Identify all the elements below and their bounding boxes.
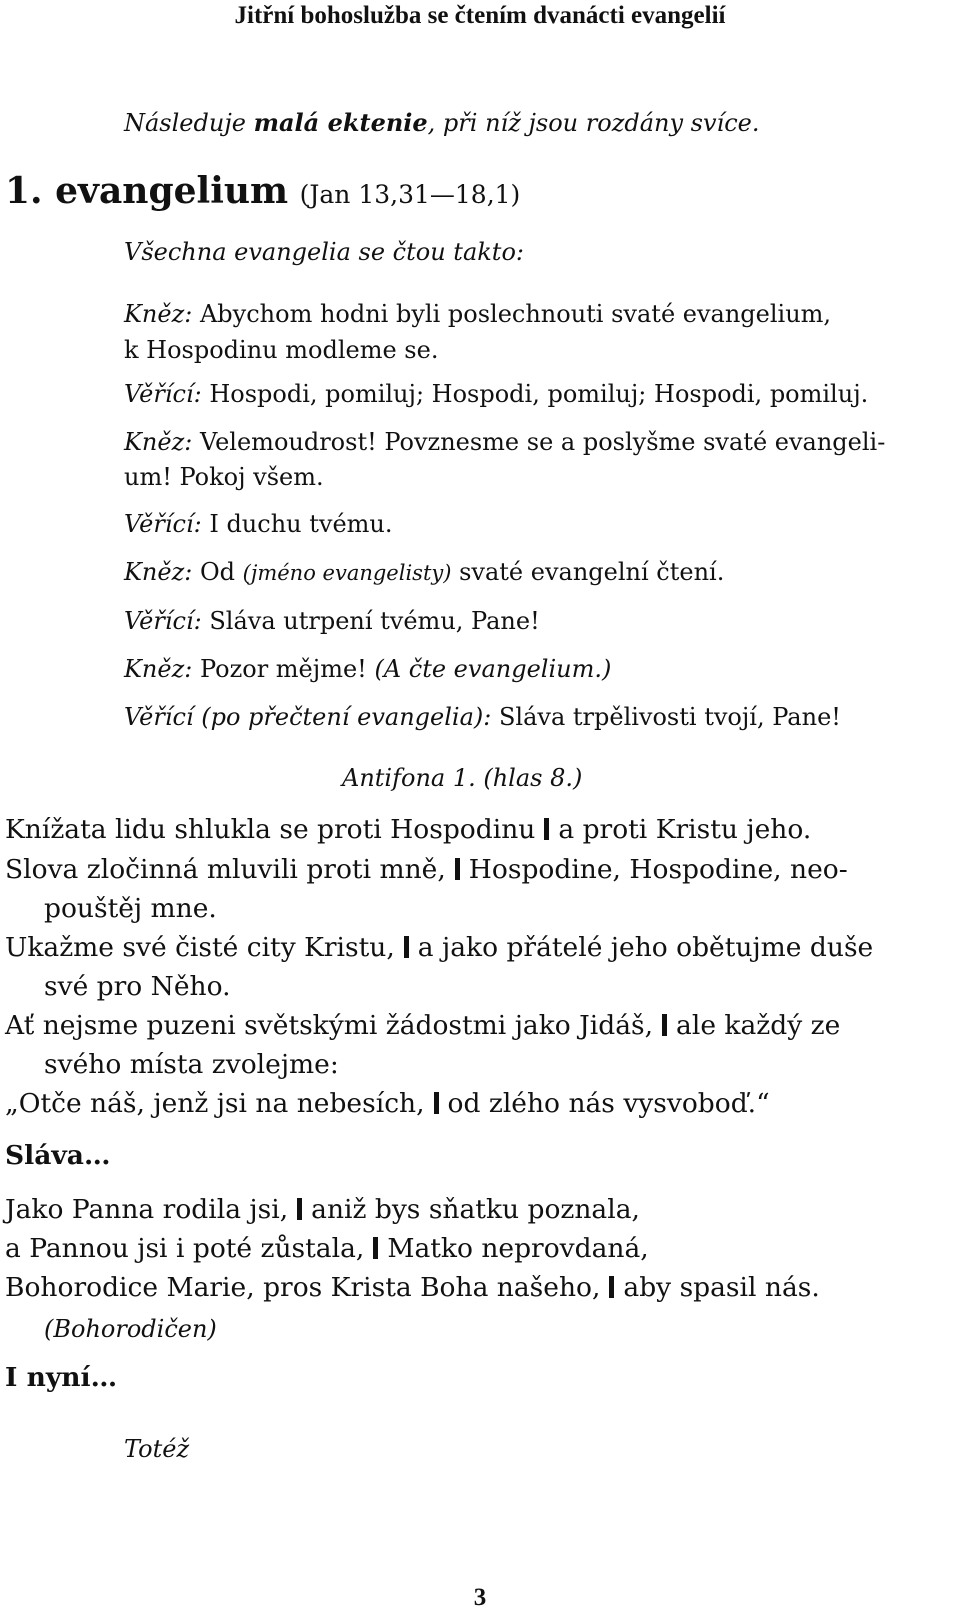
verse-text: Matko neprovdaná, bbox=[387, 1233, 649, 1264]
verse-text: Hospodine, Hospodine, neo- bbox=[468, 854, 848, 885]
verse-text: od zlého nás vysvoboď.“ bbox=[447, 1088, 770, 1119]
speaker: Věřící (po přečtení evangelia): bbox=[124, 703, 492, 731]
speaker: Věřící: bbox=[124, 510, 202, 538]
verse-divider bbox=[609, 1276, 614, 1298]
section-heading bbox=[5, 170, 520, 212]
dialog-text: Od bbox=[199, 558, 243, 586]
verse-text: Jako Panna rodila jsi, bbox=[5, 1194, 289, 1225]
dialog-line bbox=[124, 655, 611, 683]
speaker: Kněz: bbox=[124, 558, 193, 586]
dialog-line bbox=[124, 300, 831, 328]
verse-line bbox=[5, 1272, 820, 1303]
verse-divider bbox=[662, 1014, 667, 1036]
intro-pre: Následuje bbox=[124, 109, 254, 137]
verse-text: a Pannou jsi i poté zůstala, bbox=[5, 1233, 365, 1264]
verse-line bbox=[5, 814, 811, 845]
speaker: Věřící: bbox=[124, 380, 202, 408]
heading-title: 1. evangelium bbox=[5, 170, 289, 212]
dialog-note: (jméno evangelisty) bbox=[242, 561, 452, 585]
heading-ref: (Jan 13,31—18,1) bbox=[299, 180, 521, 209]
verse-divider bbox=[455, 858, 460, 880]
intro-post: , při níž jsou rozdány svíce. bbox=[427, 109, 760, 137]
verse-text: a jako přátelé jeho obětujme duše bbox=[417, 932, 874, 963]
intro-line bbox=[124, 108, 759, 137]
dialog-line bbox=[124, 703, 841, 731]
verse-divider bbox=[434, 1092, 439, 1114]
running-header: Jitřní bohoslužba se čtením dvanácti evangelií bbox=[234, 2, 726, 29]
speaker: Kněz: bbox=[124, 428, 193, 456]
intro-bold: malá ektenie bbox=[253, 108, 428, 137]
dialog-line-cont: k Hospodinu modleme se. bbox=[124, 336, 439, 364]
verse-text: Ať nejsme puzeni světskými žádostmi jako Jidáš, bbox=[5, 1010, 654, 1041]
speaker: Kněz: bbox=[124, 655, 193, 683]
verse-line bbox=[5, 854, 848, 885]
dialog-line bbox=[124, 510, 393, 538]
instruction: Všechna evangelia se čtou takto: bbox=[124, 238, 524, 266]
dialog-line bbox=[124, 428, 885, 456]
verse-line bbox=[5, 1233, 649, 1264]
dialog-text: Hospodi, pomiluj; Hospodi, pomiluj; Hospodi, pomiluj. bbox=[209, 380, 869, 408]
verse-text: a proti Kristu jeho. bbox=[558, 814, 812, 845]
dialog-line bbox=[124, 607, 540, 635]
dialog-text: Abychom hodni byli poslechnouti svaté evangelium, bbox=[199, 300, 832, 328]
same-note: Totéž bbox=[124, 1435, 190, 1463]
page-number: 3 bbox=[473, 1584, 487, 1611]
verse-line bbox=[5, 1194, 640, 1225]
dialog-line bbox=[124, 380, 868, 408]
verse-text: Slova zločinná mluvili proti mně, bbox=[5, 854, 446, 885]
dialog-line-cont: um! Pokoj všem. bbox=[124, 463, 324, 491]
verse-text: aby spasil nás. bbox=[623, 1272, 820, 1303]
verse-text: Ukažme své čisté city Kristu, bbox=[5, 932, 395, 963]
verse-divider bbox=[373, 1237, 378, 1259]
speaker: Kněz: bbox=[124, 300, 193, 328]
verse-text: aniž bys sňatku poznala, bbox=[311, 1194, 640, 1225]
antiphon-label: Antifona 1. (hlas 8.) bbox=[342, 764, 583, 792]
dialog-line bbox=[124, 558, 724, 586]
verse-text: Bohorodice Marie, pros Krista Boha našeho, bbox=[5, 1272, 601, 1303]
verse-text: ale každý ze bbox=[676, 1010, 841, 1041]
verse-line-cont: pouštěj mne. bbox=[44, 893, 217, 924]
dialog-text: Sláva utrpení tvému, Pane! bbox=[209, 607, 540, 635]
verse-divider bbox=[404, 936, 409, 958]
now-heading: I nyní… bbox=[5, 1362, 118, 1393]
theotokion-note: (Bohorodičen) bbox=[44, 1315, 217, 1343]
verse-line bbox=[5, 932, 873, 963]
glory-heading: Sláva… bbox=[5, 1140, 111, 1171]
dialog-text: Pozor mějme! bbox=[199, 655, 375, 683]
dialog-text: Velemoudrost! Povznesme se a poslyšme svaté evangeli- bbox=[199, 428, 886, 456]
dialog-note: (A čte evangelium.) bbox=[374, 655, 612, 683]
dialog-text: svaté evangelní čtení. bbox=[451, 558, 725, 586]
verse-line-cont: svého místa zvolejme: bbox=[44, 1049, 339, 1080]
verse-divider bbox=[544, 818, 549, 840]
dialog-text: Sláva trpělivosti tvojí, Pane! bbox=[498, 703, 841, 731]
verse-line-cont: své pro Něho. bbox=[44, 971, 231, 1002]
verse-text: Knížata lidu shlukla se proti Hospodinu bbox=[5, 814, 536, 845]
verse-divider bbox=[297, 1198, 302, 1220]
dialog-text: I duchu tvému. bbox=[209, 510, 393, 538]
speaker: Věřící: bbox=[124, 607, 202, 635]
verse-text: „Otče náš, jenž jsi na nebesích, bbox=[5, 1088, 425, 1119]
verse-line bbox=[5, 1010, 840, 1041]
verse-line bbox=[5, 1088, 770, 1119]
